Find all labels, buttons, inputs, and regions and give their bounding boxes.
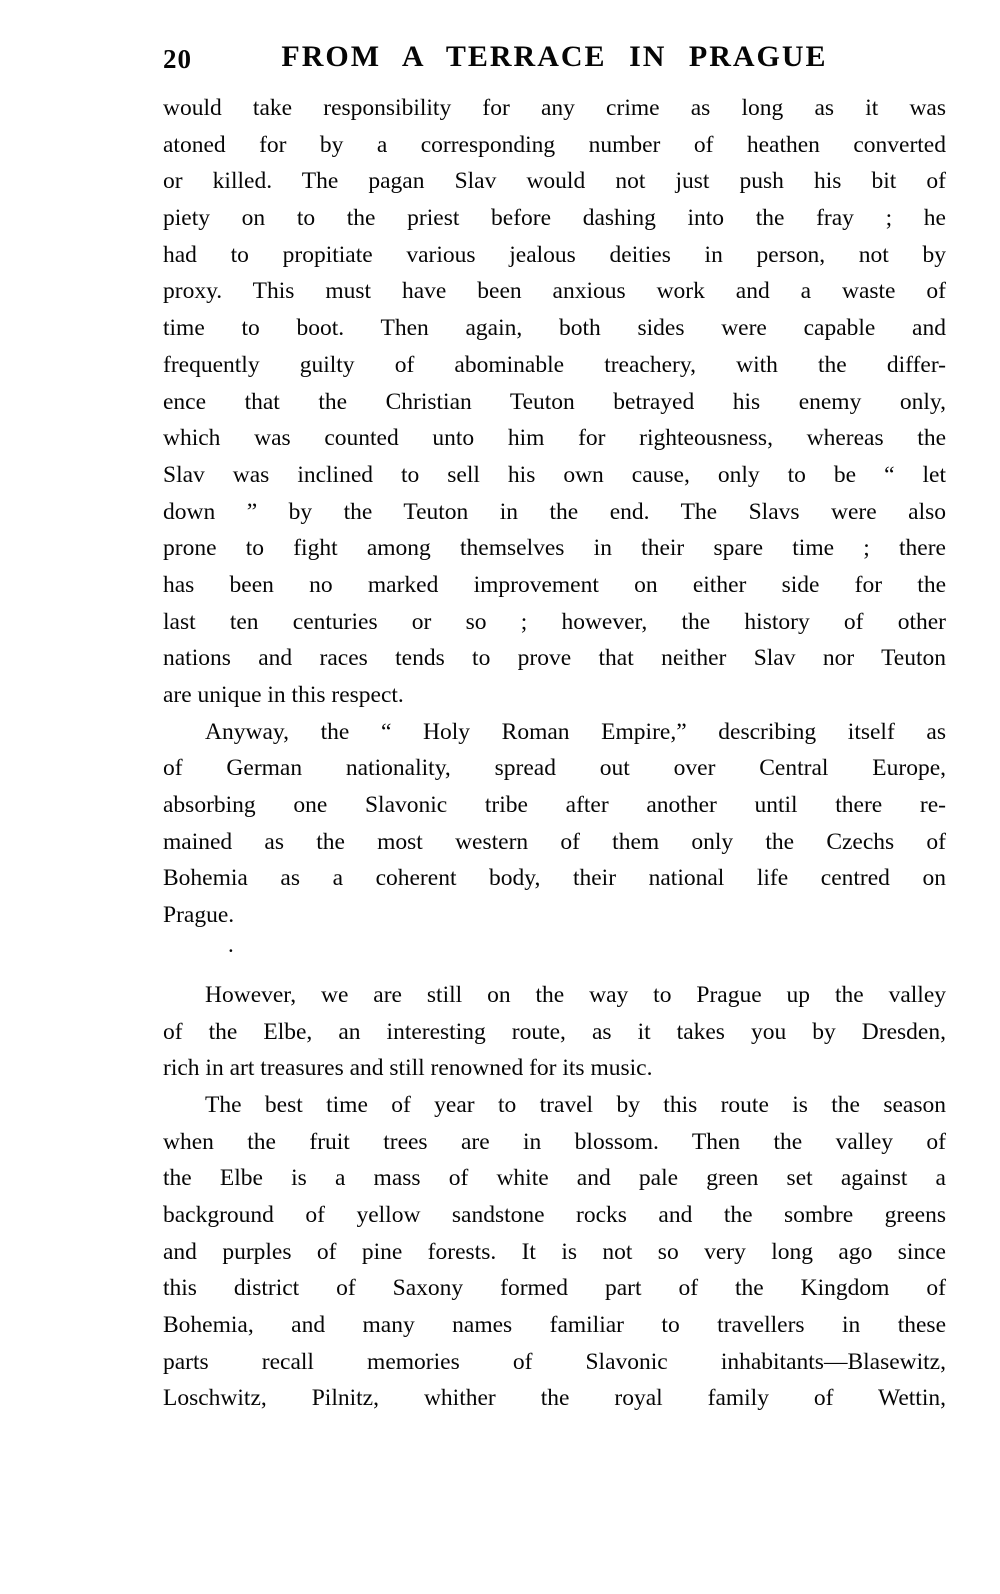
text-line: Bohemia, and many names familiar to travellers in these (163, 1312, 946, 1338)
text-line: the Elbe is a mass of white and pale green set against a (163, 1165, 946, 1192)
text-line: proxy. This must have been anxious work and a waste of (163, 278, 946, 305)
text-line: rich in art treasures and still renowned for its music. (163, 1055, 653, 1082)
text-line: when the fruit trees are in blossom. Then the valley of (163, 1128, 946, 1155)
text-line: parts recall memories of Slavonic inhabitants—Blasewitz, (163, 1348, 946, 1375)
running-title: FROM A TERRACE IN PRAGUE (281, 40, 828, 73)
text-line: nations and races tends to prove that neither Slav nor Teuton (163, 645, 946, 672)
text-line: piety on to the priest before dashing into the fray ; he (163, 205, 946, 232)
text-line: Slav was inclined to sell his own cause, only to be “ let (163, 461, 946, 488)
text-column (163, 90, 946, 1417)
text-line: atoned for by a corresponding number of heathen converted (163, 131, 946, 158)
text-line: frequently guilty of abominable treachery, with the differ- (163, 351, 946, 378)
text-line: down ” by the Teuton in the end. The Slavs were also (163, 498, 946, 525)
text-line: Prague. (163, 902, 235, 929)
text-line: this district of Saxony formed part of the Kingdom of (163, 1275, 946, 1302)
text-line: time to boot. Then again, both sides were capable and (163, 315, 946, 342)
section-break-dot: . (228, 932, 234, 957)
text-line: Loschwitz, Pilnitz, whither the royal family of Wettin, (163, 1385, 946, 1412)
page-header (163, 40, 946, 80)
text-line: Anyway, the “ Holy Roman Empire,” describing itself as (205, 718, 946, 745)
text-line: ence that the Christian Teuton betrayed his enemy only, (163, 388, 946, 415)
text-line: and purples of pine forests. It is not so very long ago since (163, 1238, 946, 1265)
text-line: which was counted unto him for righteousness, whereas the (163, 425, 946, 452)
text-line: The best time of year to travel by this route is the season (205, 1091, 946, 1118)
text-line: However, we are still on the way to Prague up the valley (205, 981, 946, 1008)
text-line: of the Elbe, an interesting route, as it takes you by Dresden, (163, 1018, 946, 1045)
text-line: are unique in this respect. (163, 682, 404, 708)
text-line: has been no marked improvement on either side for the (163, 571, 946, 598)
text-line: last ten centuries or so ; however, the history of other (163, 608, 946, 635)
text-line: mained as the most western of them only the Czechs of (163, 828, 946, 855)
page-number: 20 (163, 44, 192, 74)
text-line: or killed. The pagan Slav would not just push his bit of (163, 168, 946, 195)
text-line: would take responsibility for any crime as long as it was (163, 95, 946, 121)
text-line: Bohemia as a coherent body, their national life centred on (163, 865, 946, 892)
text-line: of German nationality, spread out over Central Europe, (163, 755, 946, 782)
text-line: had to propitiate various jealous deities in person, not by (163, 241, 946, 268)
text-line: prone to fight among themselves in their spare time ; there (163, 535, 946, 562)
text-line: absorbing one Slavonic tribe after another until there re- (163, 792, 946, 819)
text-line: background of yellow sandstone rocks and the sombre greens (163, 1201, 946, 1228)
